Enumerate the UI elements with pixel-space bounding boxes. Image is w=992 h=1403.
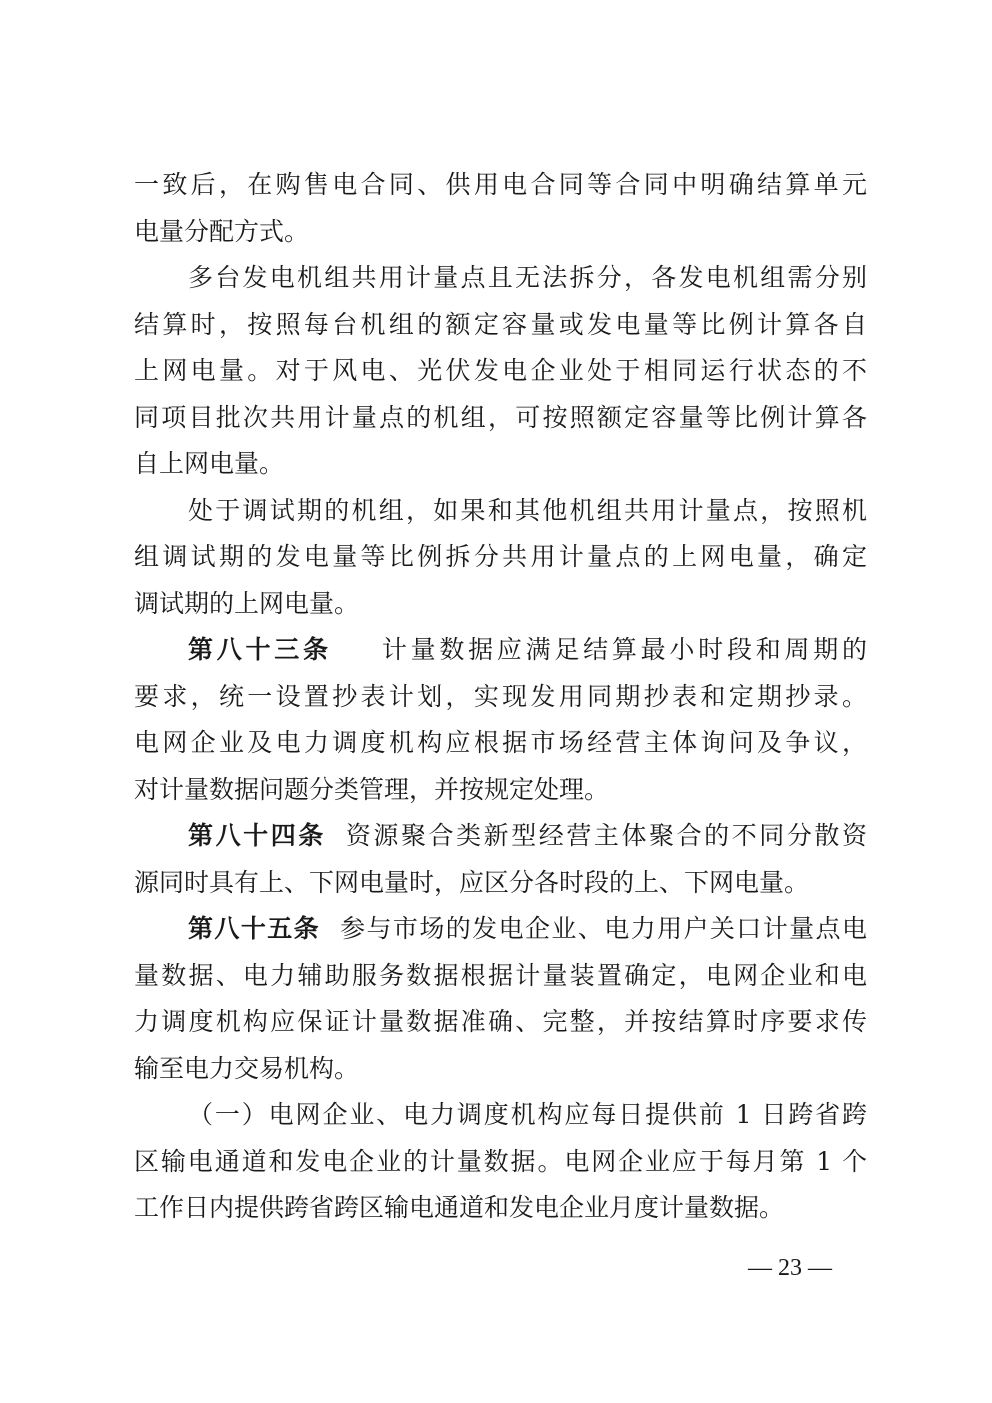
text-line: 输至电力交易机构。 <box>134 1053 360 1083</box>
article-85-first-line <box>134 906 867 953</box>
text-line: 多台发电机组共用计量点且无法拆分，各发电机组需分别 <box>188 263 867 292</box>
article-84-label: 第八十四条 <box>188 821 326 850</box>
text-line: 一致后，在购售电合同、供用电合同等合同中明确结算单元 <box>134 170 867 199</box>
text-line: 调试期的上网电量。 <box>134 588 360 618</box>
text-line: 电量分配方式。 <box>134 216 310 246</box>
body-text <box>134 162 867 1232</box>
article-85-label: 第八十五条 <box>188 914 321 943</box>
article-83-first-line <box>134 627 867 674</box>
text-line: 组调试期的发电量等比例拆分共用计量点的上网电量，确定 <box>134 542 867 571</box>
text-line: 同项目批次共用计量点的机组，可按照额定容量等比例计算各 <box>134 402 867 432</box>
text-line: 自上网电量。 <box>134 449 285 478</box>
text-line: 处于调试期的机组，如果和其他机组共用计量点，按照机 <box>188 495 867 525</box>
text-line: 结算时，按照每台机组的额定容量或发电量等比例计算各自 <box>134 309 867 339</box>
page-number: — 23 — <box>748 1255 832 1281</box>
text-line: 要求，统一设置抄表计划，实现发用同期抄表和定期抄录。 <box>134 681 867 711</box>
text-line: 参与市场的发电企业、电力用户关口计量点电 <box>340 914 867 943</box>
text-line: 上网电量。对于风电、光伏发电企业处于相同运行状态的不 <box>134 356 867 385</box>
article-84-first-line <box>134 813 867 860</box>
text-line: 对计量数据问题分类管理，并按规定处理。 <box>134 774 610 804</box>
text-line: 量数据、电力辅助服务数据根据计量装置确定，电网企业和电 <box>134 960 867 990</box>
text-line: 区输电通道和发电企业的计量数据。电网企业应于每月第 1 个 <box>134 1146 867 1176</box>
article-83-label: 第八十三条 <box>188 635 332 664</box>
text-line: 电网企业及电力调度机构应根据市场经营主体询问及争议， <box>134 728 867 757</box>
text-line: 源同时具有上、下网电量时，应区分各时段的上、下网电量。 <box>134 867 810 897</box>
text-line: 力调度机构应保证计量数据准确、完整，并按结算时序要求传 <box>134 1007 867 1036</box>
text-line: 计量数据应满足结算最小时段和周期的 <box>381 635 867 664</box>
text-line: 资源聚合类新型经营主体聚合的不同分散资 <box>345 821 867 850</box>
text-line: 工作日内提供跨省跨区输电通道和发电企业月度计量数据。 <box>134 1193 785 1222</box>
text-line: （一）电网企业、电力调度机构应每日提供前 1 日跨省跨 <box>188 1100 867 1129</box>
